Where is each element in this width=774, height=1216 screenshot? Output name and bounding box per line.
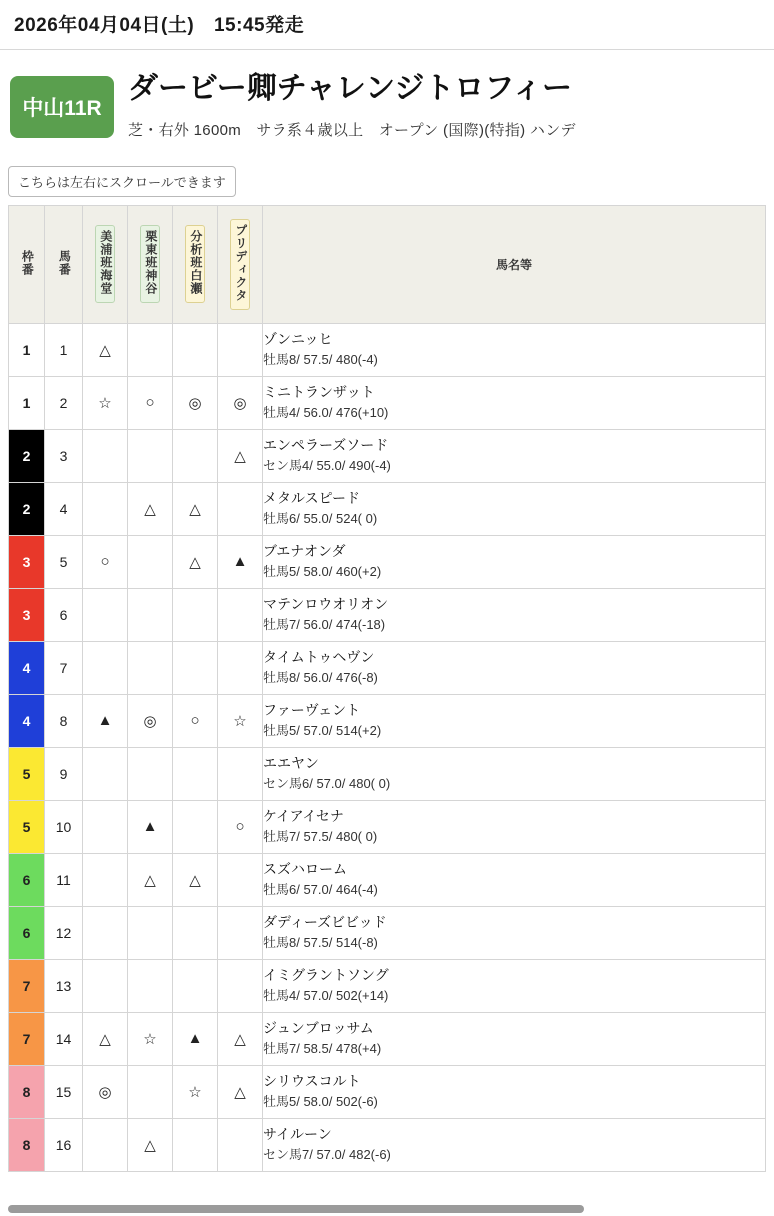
cell-horse[interactable] (263, 588, 766, 641)
table-row[interactable] (9, 800, 766, 853)
cell-mark-4: ▲ (218, 535, 263, 588)
cell-mark-2 (128, 588, 173, 641)
cell-uma: 11 (45, 853, 83, 906)
cell-mark-1: △ (83, 1012, 128, 1065)
cell-waku: 8 (9, 1118, 45, 1171)
table-row[interactable] (9, 1118, 766, 1171)
cell-mark-1 (83, 1118, 128, 1171)
horse-name[interactable]: ケイアイセナ (263, 807, 344, 824)
cell-mark-3 (173, 959, 218, 1012)
cell-mark-1 (83, 482, 128, 535)
cell-uma: 12 (45, 906, 83, 959)
entries-table (8, 205, 766, 1172)
horse-detail: セン馬7/ 57.0/ 482(-6) (263, 1147, 391, 1163)
table-row[interactable] (9, 588, 766, 641)
cell-horse[interactable] (263, 323, 766, 376)
table-row[interactable] (9, 535, 766, 588)
cell-mark-4 (218, 588, 263, 641)
cell-mark-3: ☆ (173, 1065, 218, 1118)
horse-name[interactable]: ミニトランザット (263, 383, 375, 400)
table-row[interactable] (9, 429, 766, 482)
entries-table-body (9, 323, 766, 1171)
cell-horse[interactable] (263, 747, 766, 800)
cell-mark-4 (218, 1118, 263, 1171)
table-row[interactable] (9, 323, 766, 376)
cell-waku: 4 (9, 694, 45, 747)
horse-detail: 牡馬5/ 58.0/ 502(-6) (263, 1094, 378, 1110)
horse-name[interactable]: マテンロウオリオン (263, 595, 389, 612)
cell-waku: 8 (9, 1065, 45, 1118)
cell-uma: 14 (45, 1012, 83, 1065)
race-date-bar (0, 0, 774, 49)
horse-name[interactable]: ブエナオンダ (263, 542, 346, 559)
horse-name[interactable]: タイムトゥヘヴン (263, 648, 375, 665)
cell-waku: 2 (9, 482, 45, 535)
horse-detail: 牡馬7/ 56.0/ 474(-18) (263, 617, 386, 633)
cell-waku: 1 (9, 323, 45, 376)
horse-detail: 牡馬4/ 57.0/ 502(+14) (263, 988, 389, 1004)
horse-detail: 牡馬4/ 56.0/ 476(+10) (263, 405, 389, 421)
cell-mark-4: △ (218, 1012, 263, 1065)
cell-mark-1 (83, 429, 128, 482)
cell-horse[interactable] (263, 535, 766, 588)
horse-detail: 牡馬6/ 57.0/ 464(-4) (263, 882, 378, 898)
cell-mark-2 (128, 323, 173, 376)
horse-name[interactable]: スズハローム (263, 860, 347, 877)
cell-mark-1: △ (83, 323, 128, 376)
horse-name[interactable]: ジュンブロッサム (263, 1019, 374, 1036)
header-pundit-2 (128, 205, 173, 323)
cell-uma: 8 (45, 694, 83, 747)
cell-mark-3: ◎ (173, 376, 218, 429)
cell-mark-4 (218, 323, 263, 376)
cell-waku: 6 (9, 853, 45, 906)
cell-uma: 6 (45, 588, 83, 641)
cell-mark-3: △ (173, 853, 218, 906)
cell-horse[interactable] (263, 1012, 766, 1065)
horse-name[interactable]: ダディーズビビッド (263, 913, 387, 930)
cell-uma: 10 (45, 800, 83, 853)
cell-mark-4: ◎ (218, 376, 263, 429)
cell-horse[interactable] (263, 482, 766, 535)
cell-mark-3 (173, 800, 218, 853)
cell-mark-2 (128, 1065, 173, 1118)
horse-name[interactable]: ゾンニッヒ (263, 330, 333, 347)
cell-uma: 13 (45, 959, 83, 1012)
cell-waku: 6 (9, 906, 45, 959)
cell-mark-1 (83, 588, 128, 641)
entries-table-head (9, 205, 766, 323)
header-waku-label: 枠番 (20, 249, 35, 276)
cell-mark-2: ▲ (128, 800, 173, 853)
cell-mark-1 (83, 906, 128, 959)
table-row[interactable] (9, 959, 766, 1012)
cell-mark-4 (218, 906, 263, 959)
cell-mark-1 (83, 959, 128, 1012)
cell-waku: 3 (9, 588, 45, 641)
horse-name[interactable]: エエヤン (263, 754, 319, 771)
cell-mark-1 (83, 853, 128, 906)
cell-waku: 2 (9, 429, 45, 482)
cell-mark-1: ○ (83, 535, 128, 588)
cell-waku: 5 (9, 800, 45, 853)
cell-mark-1 (83, 747, 128, 800)
cell-mark-2: △ (128, 853, 173, 906)
cell-mark-2: ☆ (128, 1012, 173, 1065)
cell-mark-1: ☆ (83, 376, 128, 429)
cell-horse[interactable] (263, 429, 766, 482)
cell-waku: 7 (9, 959, 45, 1012)
cell-mark-4: ○ (218, 800, 263, 853)
horse-detail: セン馬4/ 55.0/ 490(-4) (263, 458, 391, 474)
cell-mark-2: △ (128, 482, 173, 535)
cell-mark-2 (128, 535, 173, 588)
table-row[interactable] (9, 482, 766, 535)
horse-detail: 牡馬8/ 57.5/ 514(-8) (263, 935, 378, 951)
cell-mark-1: ◎ (83, 1065, 128, 1118)
header-pundit-3-label: 分析班白瀬 (188, 230, 203, 295)
horse-name[interactable]: メタルスピード (263, 489, 361, 506)
table-header-row (9, 205, 766, 323)
cell-mark-2: △ (128, 1118, 173, 1171)
cell-mark-3 (173, 1118, 218, 1171)
cell-mark-3 (173, 641, 218, 694)
horse-detail: 牡馬5/ 58.0/ 460(+2) (263, 564, 382, 580)
horse-name[interactable]: イミグラントソング (263, 966, 389, 983)
cell-horse[interactable] (263, 1118, 766, 1171)
cell-mark-4 (218, 641, 263, 694)
horse-name[interactable]: ファーヴェント (263, 701, 361, 718)
race-post-time: 15:45発走 (213, 15, 305, 36)
cell-waku: 5 (9, 747, 45, 800)
cell-mark-2 (128, 747, 173, 800)
header-predictor-label: プリディクタ (233, 223, 248, 302)
horse-detail: 牡馬6/ 55.0/ 524( 0) (263, 511, 378, 527)
cell-mark-4: △ (218, 1065, 263, 1118)
table-row[interactable] (9, 641, 766, 694)
horse-detail: 牡馬8/ 57.5/ 480(-4) (263, 352, 378, 368)
header-pundit-1 (83, 205, 128, 323)
table-row[interactable] (9, 694, 766, 747)
cell-mark-3: △ (173, 482, 218, 535)
table-row[interactable] (9, 853, 766, 906)
cell-uma: 7 (45, 641, 83, 694)
table-row[interactable] (9, 906, 766, 959)
cell-mark-3 (173, 747, 218, 800)
cell-horse[interactable] (263, 694, 766, 747)
race-number-badge[interactable]: 中山11R (10, 76, 114, 138)
cell-uma: 2 (45, 376, 83, 429)
header-predictor (218, 205, 263, 323)
cell-mark-4 (218, 959, 263, 1012)
scroll-hint: こちらは左右にスクロールできます (8, 166, 236, 197)
table-row[interactable] (9, 1065, 766, 1118)
cell-mark-4: ☆ (218, 694, 263, 747)
cell-uma: 9 (45, 747, 83, 800)
cell-mark-3 (173, 429, 218, 482)
header-pundit-2-label: 栗東班神谷 (143, 230, 158, 295)
horse-name[interactable]: シリウスコルト (263, 1072, 361, 1089)
cell-waku: 3 (9, 535, 45, 588)
header-uma (45, 205, 83, 323)
horse-name[interactable]: エンペラーズソード (263, 436, 389, 453)
horse-name[interactable]: サイルーン (263, 1125, 332, 1142)
cell-horse[interactable] (263, 800, 766, 853)
header-pundit-3 (173, 205, 218, 323)
cell-uma: 5 (45, 535, 83, 588)
header-waku (9, 205, 45, 323)
table-row[interactable] (9, 747, 766, 800)
cell-mark-4: △ (218, 429, 263, 482)
race-header (0, 50, 774, 154)
cell-horse[interactable] (263, 853, 766, 906)
page-title: ダービー卿チャレンジトロフィー (128, 72, 572, 105)
cell-uma: 3 (45, 429, 83, 482)
cell-mark-2 (128, 906, 173, 959)
cell-mark-1: ▲ (83, 694, 128, 747)
cell-mark-3 (173, 906, 218, 959)
horse-detail: 牡馬7/ 58.5/ 478(+4) (263, 1041, 382, 1057)
cell-horse[interactable] (263, 959, 766, 1012)
cell-mark-3 (173, 588, 218, 641)
cell-mark-4 (218, 853, 263, 906)
table-row[interactable] (9, 1012, 766, 1065)
horse-detail: 牡馬8/ 56.0/ 476(-8) (263, 670, 378, 686)
cell-mark-3: ▲ (173, 1012, 218, 1065)
cell-mark-3: △ (173, 535, 218, 588)
cell-mark-1 (83, 800, 128, 853)
header-pundit-1-label: 美浦班海堂 (98, 230, 113, 295)
cell-mark-2 (128, 959, 173, 1012)
cell-horse[interactable] (263, 906, 766, 959)
cell-mark-2 (128, 429, 173, 482)
cell-waku: 1 (9, 376, 45, 429)
header-horse-name (263, 205, 766, 323)
cell-mark-3 (173, 323, 218, 376)
cell-mark-1 (83, 641, 128, 694)
table-row[interactable] (9, 376, 766, 429)
header-horse-name-label: 馬名等 (495, 257, 532, 272)
cell-mark-3: ○ (173, 694, 218, 747)
cell-horse[interactable] (263, 1065, 766, 1118)
cell-mark-2: ◎ (128, 694, 173, 747)
cell-uma: 4 (45, 482, 83, 535)
race-conditions: 芝・右外 1600m サラ系４歳以上 オープン (国際)(特指) ハンデ (128, 121, 576, 139)
cell-waku: 7 (9, 1012, 45, 1065)
cell-mark-4 (218, 747, 263, 800)
cell-horse[interactable] (263, 641, 766, 694)
cell-mark-2 (128, 641, 173, 694)
race-date: 2026年04月04日(土) (14, 15, 195, 36)
cell-mark-4 (218, 482, 263, 535)
cell-uma: 16 (45, 1118, 83, 1171)
horizontal-scrollbar[interactable] (8, 1205, 766, 1213)
cell-mark-2: ○ (128, 376, 173, 429)
entries-table-wrap[interactable] (0, 205, 774, 1172)
horizontal-scrollbar-thumb[interactable] (8, 1205, 584, 1213)
cell-uma: 15 (45, 1065, 83, 1118)
cell-uma: 1 (45, 323, 83, 376)
horse-detail: 牡馬5/ 57.0/ 514(+2) (263, 723, 382, 739)
horse-detail: セン馬6/ 57.0/ 480( 0) (263, 776, 391, 792)
race-title-block (114, 72, 576, 140)
horse-detail: 牡馬7/ 57.5/ 480( 0) (263, 829, 378, 845)
header-uma-label: 馬番 (57, 249, 72, 276)
cell-waku: 4 (9, 641, 45, 694)
scroll-hint-wrap (0, 154, 774, 205)
cell-horse[interactable] (263, 376, 766, 429)
